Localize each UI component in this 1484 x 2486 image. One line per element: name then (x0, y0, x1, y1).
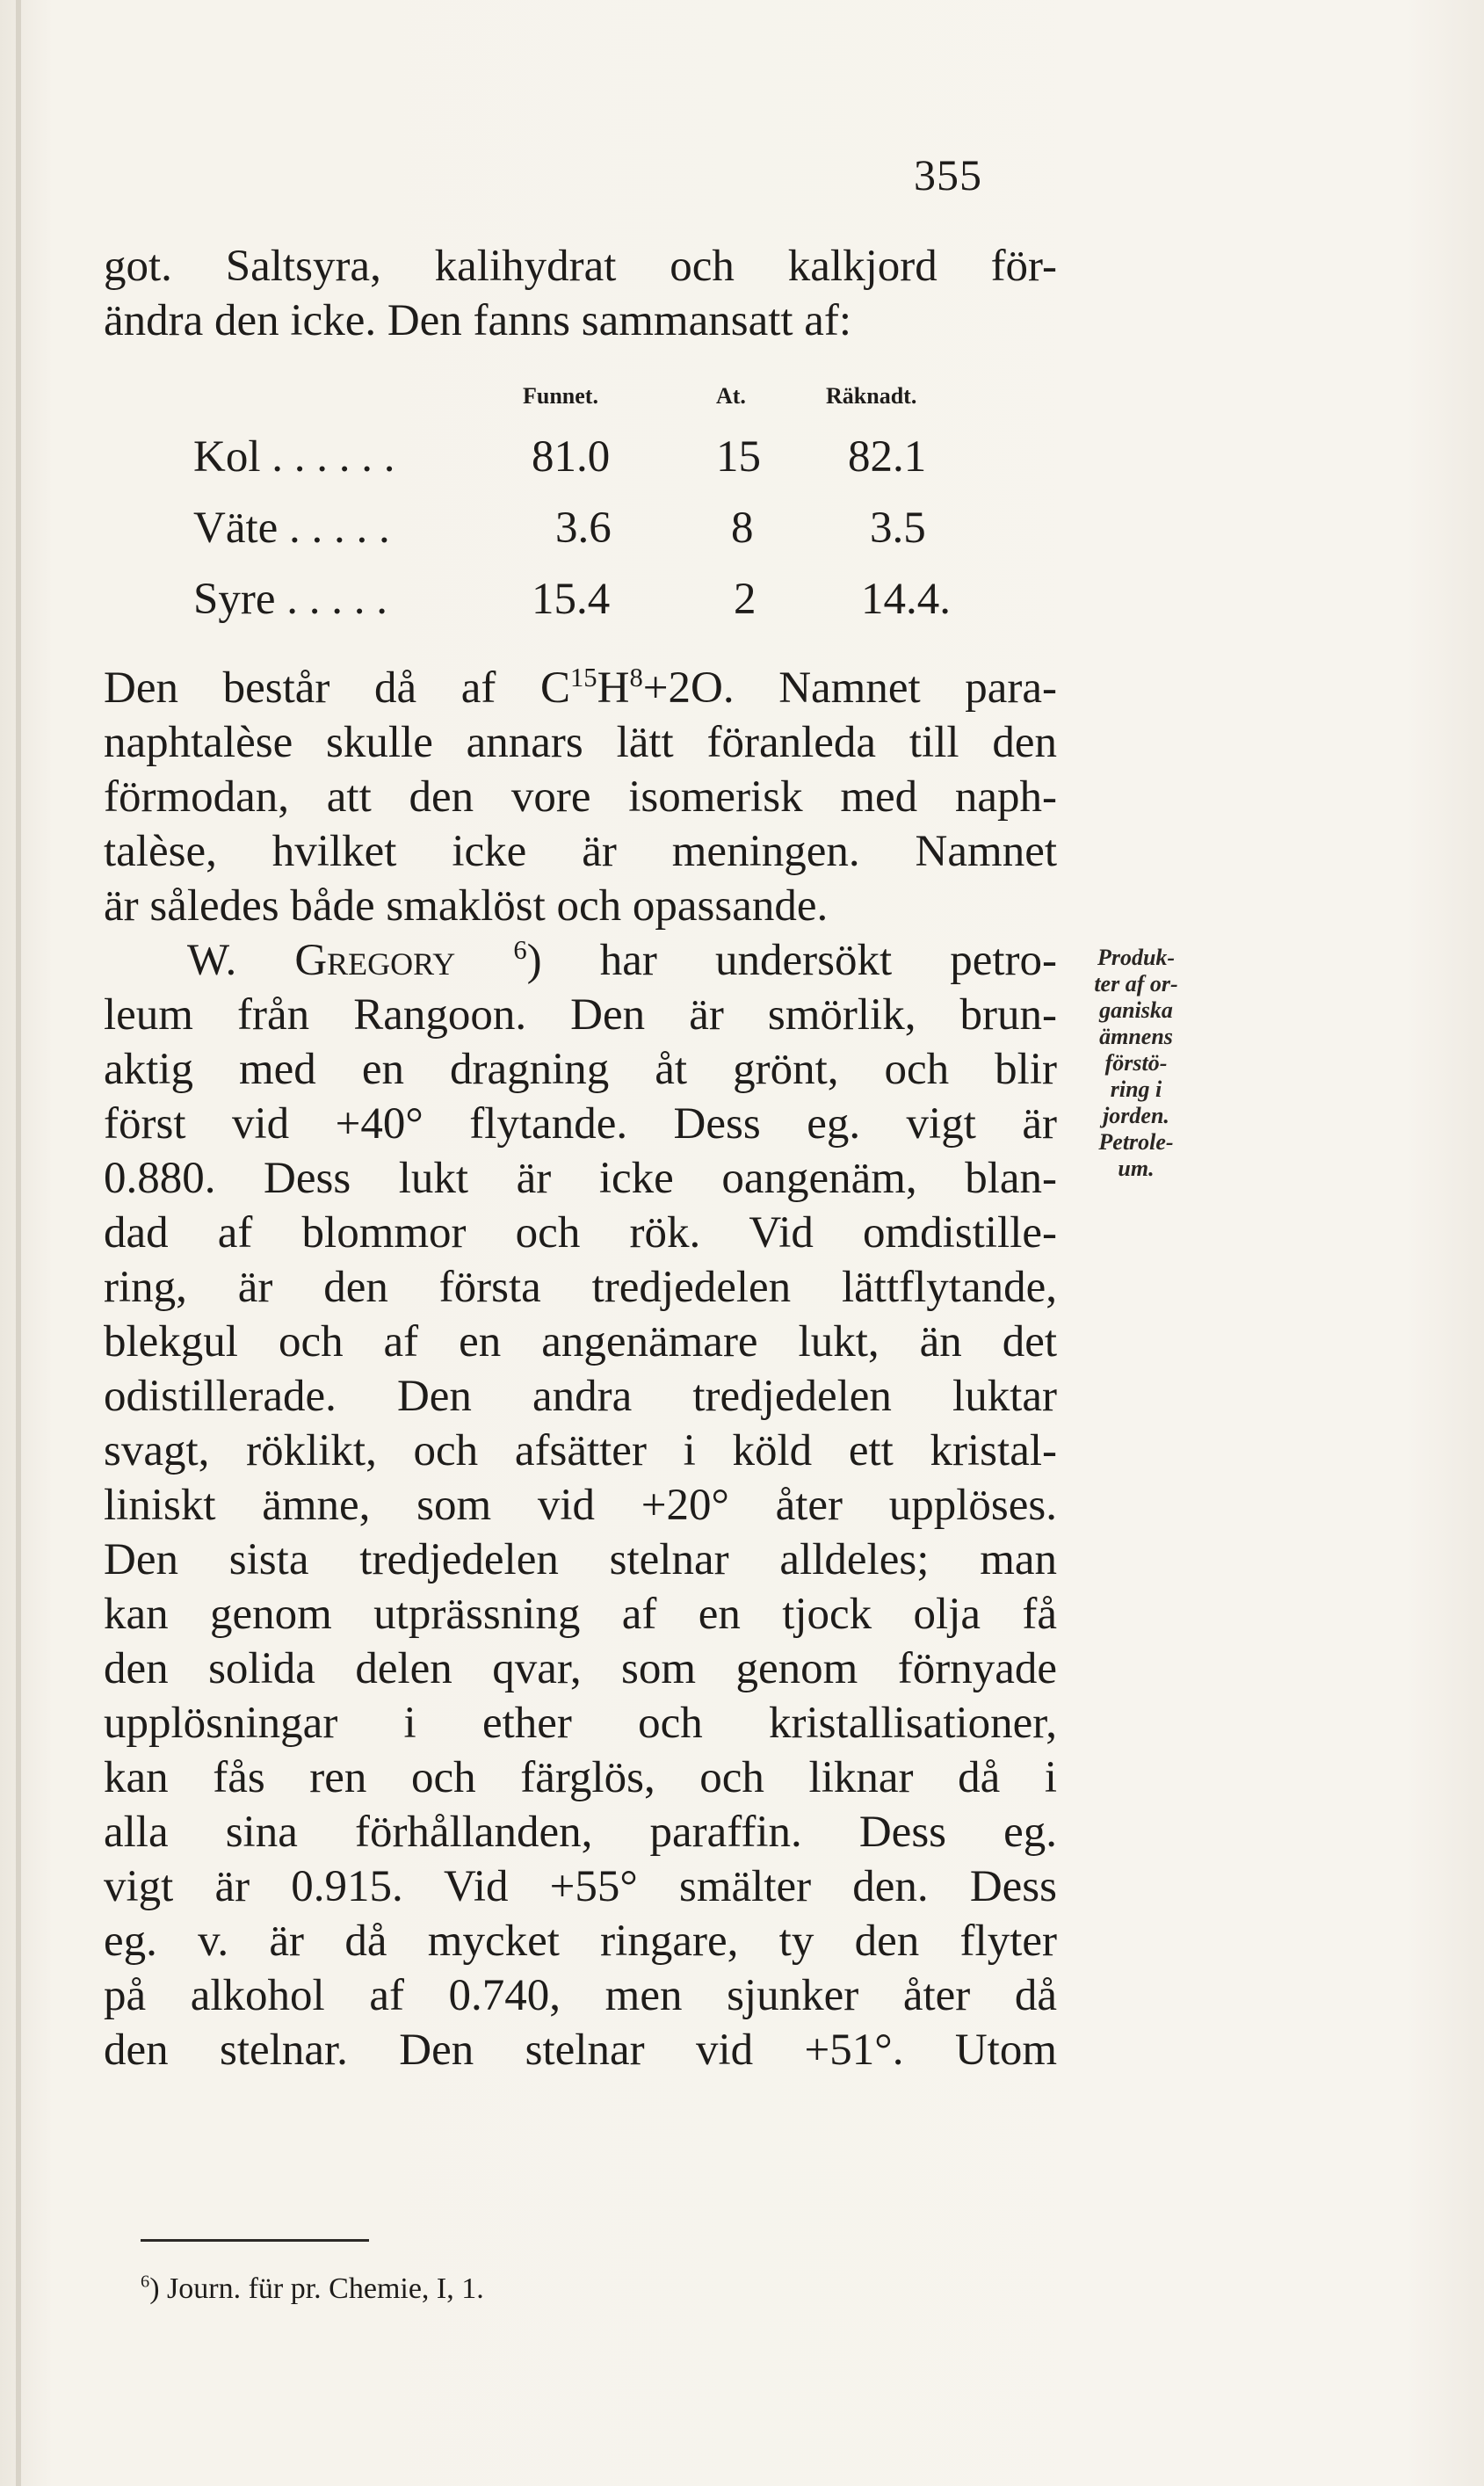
paragraph-line: aktig med en dragning åt grönt, och blir (104, 1045, 1057, 1094)
paragraph-line: talèse, hvilket icke är meningen. Namnet (104, 827, 1057, 876)
paragraph-line: alla sina förhållanden, paraffin. Dess eg. (104, 1808, 1057, 1857)
footnote-rule (141, 2239, 369, 2242)
paragraph-line (104, 661, 1057, 715)
paragraph-line: upplösningar i ether och kristallisationer, (104, 1699, 1057, 1748)
formula-text-mid: H (597, 663, 630, 713)
table-row (193, 431, 984, 502)
formula-text-pre: Den består då af C (104, 663, 570, 713)
paragraph-line: den stelnar. Den stelnar vid +51°. Utom (104, 2026, 1057, 2075)
author-initial: W. (187, 936, 237, 985)
paragraph-line: naphtalèse skulle annars lätt föranleda till den (104, 718, 1057, 767)
margin-note-line: Petrole- (1098, 1129, 1174, 1155)
paragraph-line: vigt är 0.915. Vid +55° smälter den. Dess (104, 1862, 1057, 1911)
value-raknadt: 82.1 (848, 432, 927, 482)
value-at: 8 (731, 504, 754, 553)
paragraph-line: eg. v. är då mycket ringare, ty den flyter (104, 1917, 1057, 1966)
header-at: At. (716, 383, 746, 409)
value-funnet: 81.0 (532, 432, 611, 482)
footnote-text: ) Journ. für pr. Chemie, I, 1. (149, 2272, 484, 2305)
intro-line-2: ändra den icke. Den fanns sammansatt af: (104, 296, 852, 345)
page-number: 355 (914, 150, 982, 199)
paragraph-formula (104, 661, 1057, 933)
paragraph-line: blekgul och af en angenämare lukt, än det (104, 1317, 1057, 1366)
margin-note-line: ämnens (1099, 1024, 1173, 1049)
paragraph-line: 0.880. Dess lukt är icke oangenäm, blan- (104, 1154, 1057, 1203)
paragraph-line: Den sista tredjedelen stelnar alldeles; man (104, 1535, 1057, 1584)
margin-note-line: ring i (1110, 1076, 1162, 1102)
value-raknadt: 3.5 (870, 504, 926, 553)
intro-text (104, 239, 1057, 348)
paragraph-line: förmodan, att den vore isomerisk med naph- (104, 772, 1057, 822)
value-at: 2 (734, 575, 756, 624)
formula-text-post: +2O. Namnet para- (642, 663, 1057, 713)
paragraph-line: den solida delen qvar, som genom förnyade (104, 1644, 1057, 1693)
margin-note-line: Produk- (1097, 945, 1176, 970)
paragraph-line: kan genom utprässning af en tjock olja få (104, 1590, 1057, 1639)
paragraph-line: kan fås ren och färglös, och liknar då i (104, 1753, 1057, 1802)
value-funnet: 3.6 (555, 504, 612, 553)
element-name: Syre . . . . . (193, 575, 387, 624)
paragraph-line-text: ) har undersökt petro- (526, 936, 1058, 985)
paragraph-line: på alkohol af 0.740, men sjunker åter då (104, 1971, 1057, 2020)
margin-note-line: ter af or- (1094, 971, 1178, 997)
value-funnet: 15.4 (532, 575, 611, 624)
margin-note-line: um. (1118, 1156, 1155, 1181)
margin-note-line: jorden. (1103, 1103, 1169, 1128)
author-name: Gregory (294, 936, 456, 985)
footnote-marker: 6 (141, 2272, 150, 2292)
carbon-subscript: 15 (570, 663, 597, 692)
element-name: Väte . . . . . (193, 504, 390, 553)
value-at: 15 (716, 432, 761, 482)
header-funnet: Funnet. (523, 383, 598, 409)
value-raknadt: 14.4. (861, 575, 951, 624)
intro-line-1: got. Saltsyra, kalihydrat och kalkjord för- (104, 242, 1057, 291)
paragraph-line: odistillerade. Den andra tredjedelen luktar (104, 1372, 1057, 1421)
paragraph-line: svagt, röklikt, och afsätter i köld ett kristal- (104, 1426, 1057, 1475)
hydrogen-subscript: 8 (629, 663, 643, 692)
paragraph-line: är således både smaklöst och opassande. (104, 881, 829, 931)
margin-note (1070, 945, 1202, 1182)
paragraph-line (104, 933, 1057, 988)
margin-note-line: förstö- (1104, 1050, 1168, 1076)
paragraph-petroleum (104, 933, 1057, 2077)
footnote (141, 2272, 484, 2307)
paragraph-line: först vid +40° flytande. Dess eg. vigt är (104, 1099, 1057, 1149)
paragraph-line: ring, är den första tredjedelen lättflytande, (104, 1263, 1057, 1312)
table-row (193, 574, 984, 644)
table-row (193, 503, 984, 573)
footnote-reference: 6 (513, 935, 527, 965)
header-raknadt: Räknadt. (826, 383, 917, 409)
paragraph-line: leum från Rangoon. Den är smörlik, brun- (104, 990, 1057, 1040)
element-name: Kol . . . . . . (193, 432, 395, 482)
paragraph-line: dad af blommor och rök. Vid omdistille- (104, 1208, 1057, 1257)
margin-note-line: ganiska (1099, 997, 1173, 1023)
page-edge (16, 0, 21, 2486)
paragraph-line: liniskt ämne, som vid +20° åter upplöses. (104, 1481, 1057, 1530)
